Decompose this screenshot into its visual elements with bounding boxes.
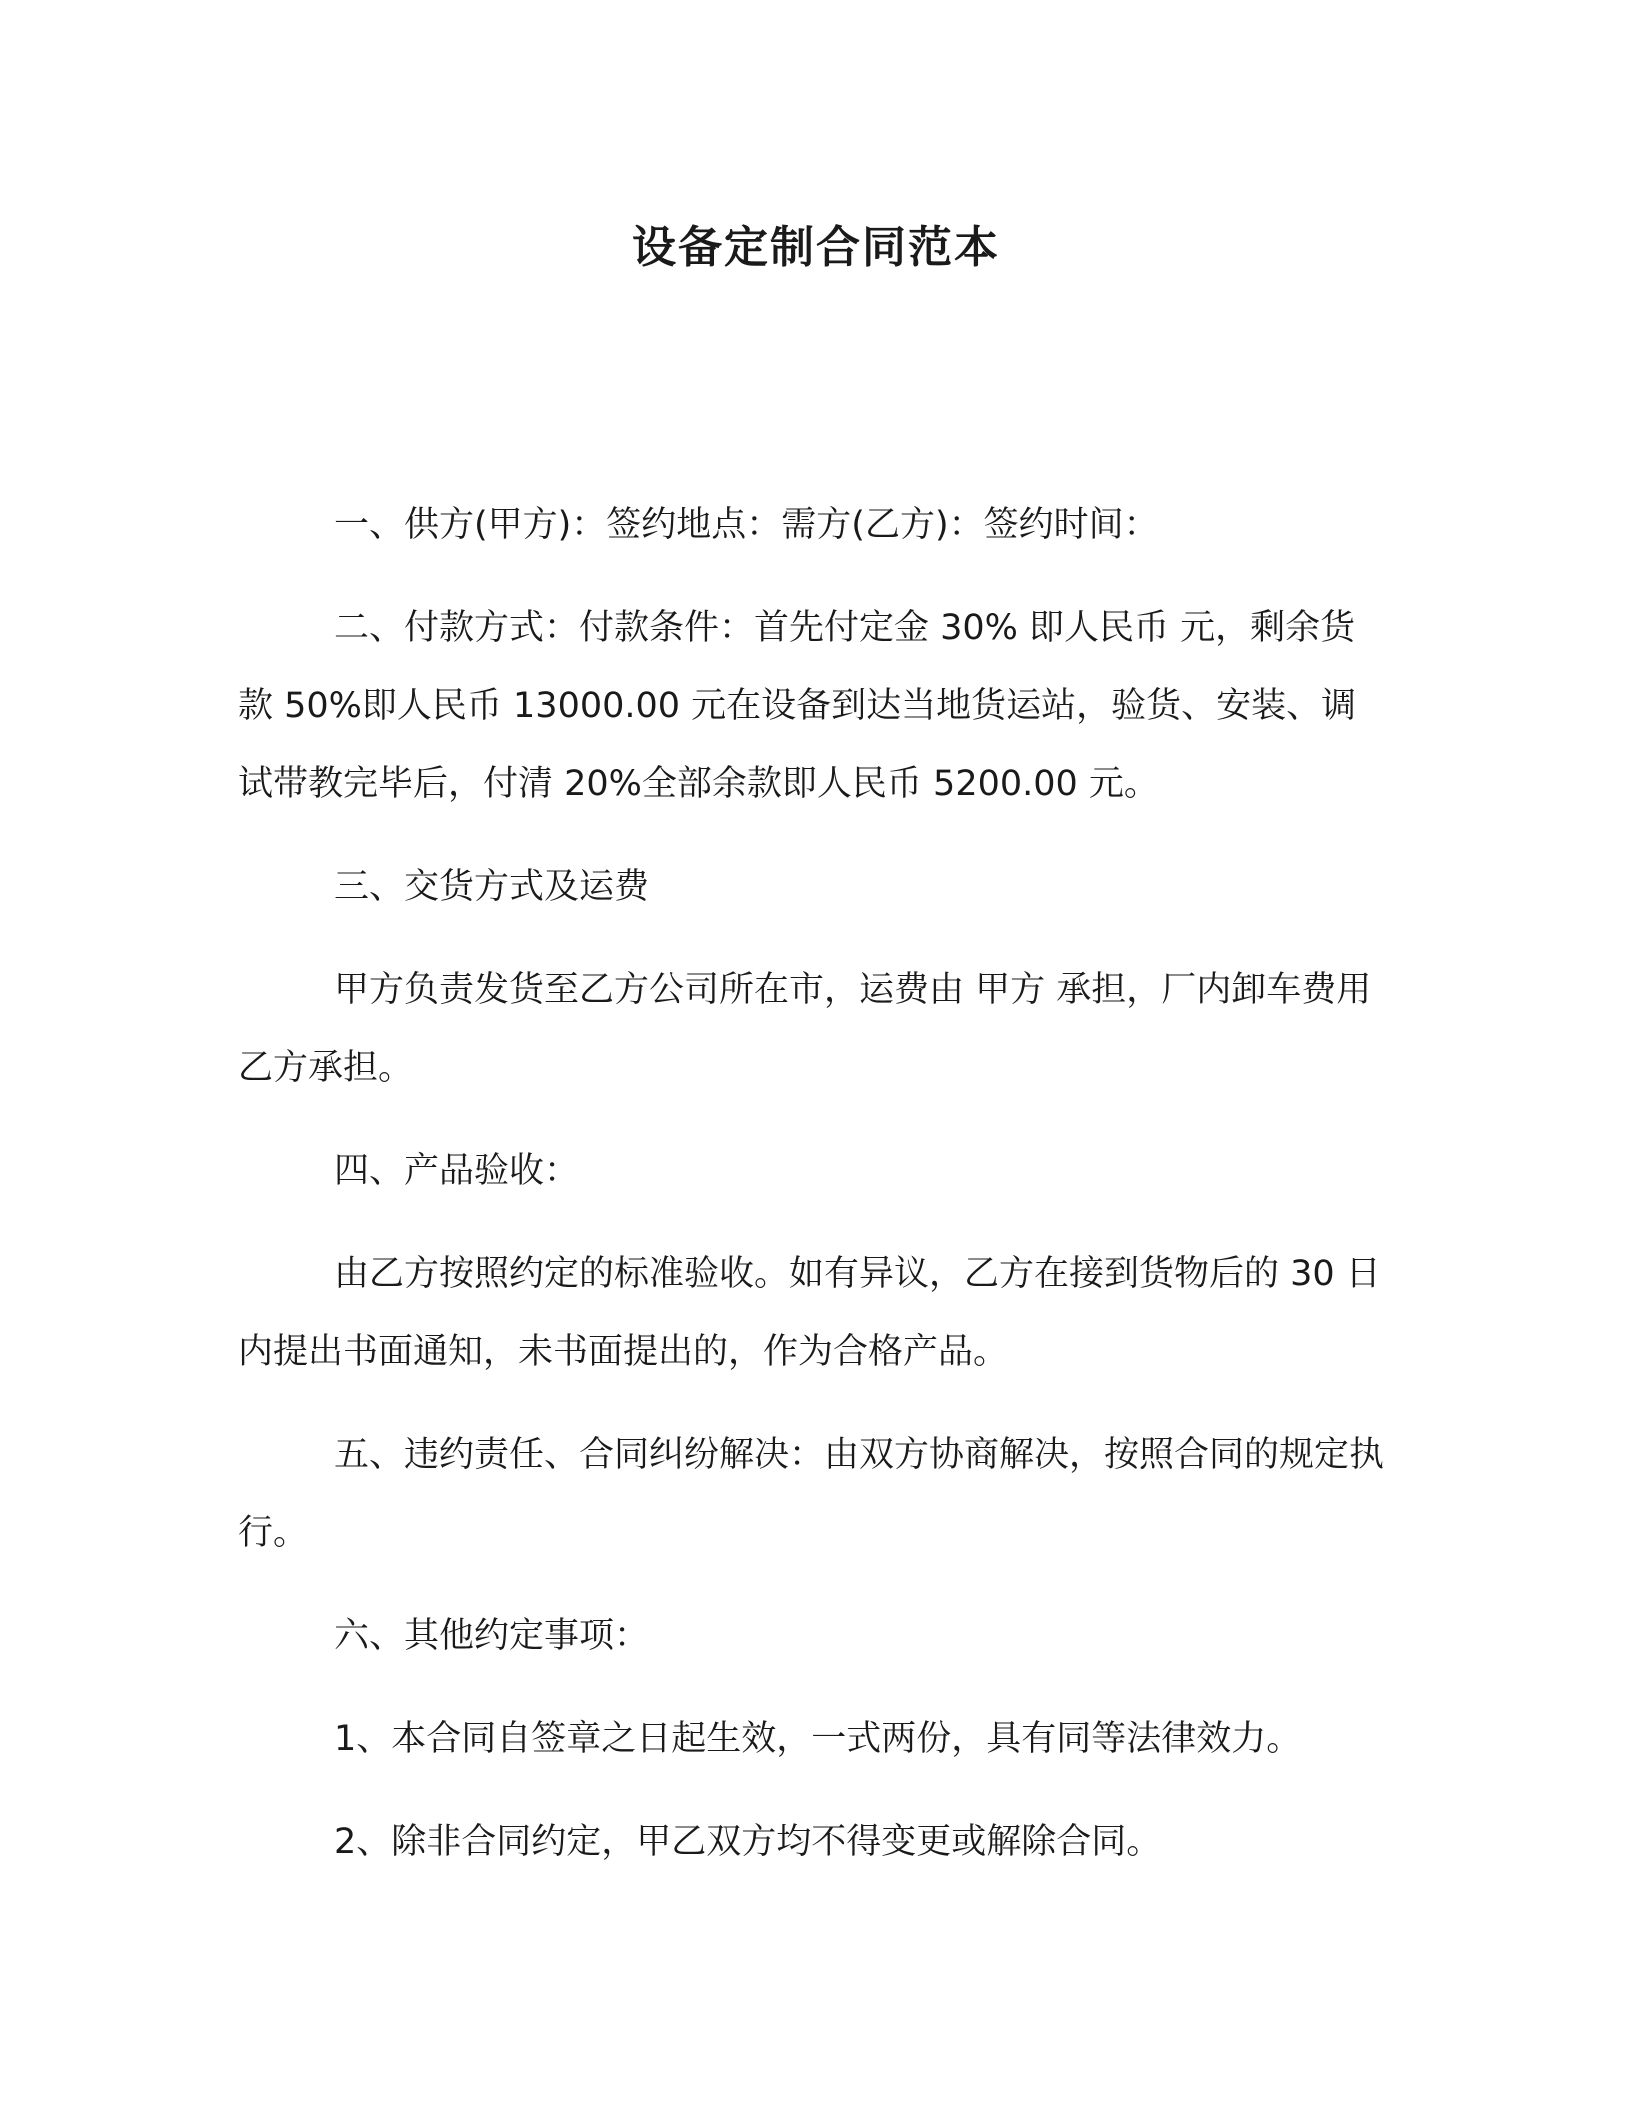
document-body bbox=[238, 486, 1388, 1906]
document-title: 设备定制合同范本 bbox=[632, 222, 1000, 273]
paragraph-delivery-heading: 三、交货方式及运费 bbox=[334, 867, 650, 907]
paragraph-other-heading: 六、其他约定事项： bbox=[334, 1616, 650, 1656]
paragraph-acceptance: 由乙方按照约定的标准验收。如有异议，乙方在接到货物后的 30 日内提出书面通知，未书面提出的，作为合格产品。 bbox=[238, 1254, 1381, 1372]
paragraph-parties: 一、供方(甲方)：签约地点：需方(乙方)：签约时间： bbox=[334, 505, 1159, 545]
paragraph-acceptance-heading: 四、产品验收： bbox=[334, 1151, 580, 1191]
paragraph-payment: 二、付款方式：付款条件：首先付定金 30% 即人民币 元，剩余货款 50%即人民币 13000.00 元在设备到达当地货运站，验货、安装、调试带教完毕后，付清 20%全部余款即人民币 5200.00 元。 bbox=[238, 608, 1357, 804]
paragraph-other-item-1: 1、本合同自签章之日起生效，一式两份，具有同等法律效力。 bbox=[334, 1719, 1302, 1759]
paragraph-liability: 五、违约责任、合同纠纷解决：由双方协商解决，按照合同的规定执行。 bbox=[238, 1435, 1385, 1553]
paragraph-delivery: 甲方负责发货至乙方公司所在市，运费由 甲方 承担，厂内卸车费用乙方承担。 bbox=[238, 970, 1372, 1088]
paragraph-other-item-2: 2、除非合同约定，甲乙双方均不得变更或解除合同。 bbox=[334, 1822, 1162, 1862]
